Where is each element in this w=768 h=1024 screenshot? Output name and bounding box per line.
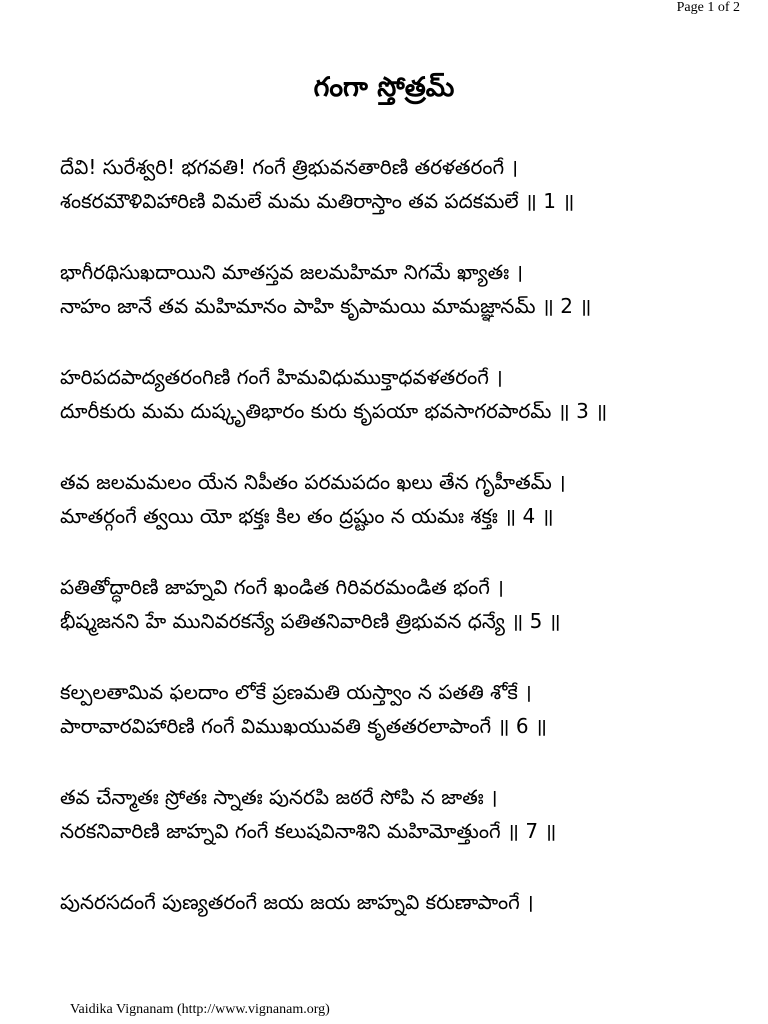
verse-4: [60, 465, 750, 533]
verse-line: పునరసదంగే పుణ్యతరంగే జయ జయ జాహ్నవి కరుణాపాంగే ।: [60, 890, 534, 914]
verse-line: కల్పలతామివ ఫలదాం లోకే ప్రణమతి యస్త్వాం న పతతి శోకే ।: [60, 680, 532, 704]
verses-container: [60, 150, 750, 956]
page-title: గంగా స్తోత్రమ్: [313, 72, 455, 103]
verse-1: [60, 150, 750, 218]
footer-credit: Vaidika Vignanam (http://www.vignanam.org): [70, 1002, 330, 1017]
verse-line: నాహం జానే తవ మహిమానం పాహి కృపామయి మామజ్ఞానమ్ ॥ 2 ॥: [60, 294, 592, 318]
verse-2: [60, 255, 750, 323]
verse-line: హరిపదపాద్యతరంగిణి గంగే హిమవిధుముక్తాధవళతరంగే ।: [60, 365, 503, 389]
verse-line: భీష్మజనని హే మునివరకన్యే పతితనివారిణి త్రిభువన ధన్యే ॥ 5 ॥: [60, 609, 561, 633]
verse-line: దేవి! సురేశ్వరి! భగవతి! గంగే త్రిభువనతారిణి తరళతరంగే ।: [60, 155, 519, 179]
verse-line: పారావారవిహారిణి గంగే విముఖయువతి కృతతరలాపాంగే ॥ 6 ॥: [60, 714, 547, 738]
verse-7: [60, 780, 750, 848]
verse-line: దూరీకురు మమ దుష్కృతిభారం కురు కృపయా భవసాగరపారమ్ ॥ 3 ॥: [60, 399, 608, 423]
verse-5: [60, 570, 750, 638]
verse-6: [60, 675, 750, 743]
verse-line: నరకనివారిణి జాహ్నవి గంగే కలుషవినాశిని మహిమోత్తుంగే ॥ 7 ॥: [60, 819, 557, 843]
verse-line: పతితోద్ధారిణి జాహ్నవి గంగే ఖండిత గిరివరమండిత భంగే ।: [60, 575, 504, 599]
verse-line: భాగీరథిసుఖదాయిని మాతస్తవ జలమహిమా నిగమే ఖ్యాతః ।: [60, 260, 524, 284]
page-number: Page 1 of 2: [676, 0, 740, 15]
verse-line: శంకరమౌళివిహారిణి విమలే మమ మతిరాస్తాం తవ పదకమలే ॥ 1 ॥: [60, 189, 575, 213]
verse-line: మాతర్గంగే త్వయి యో భక్తః కిల తం ద్రష్టుం న యమః శక్తః ॥ 4 ॥: [60, 504, 554, 528]
verse-line: తవ జలమమలం యేన నిపీతం పరమపదం ఖలు తేన గృహీతమ్ ।: [60, 470, 566, 494]
verse-3: [60, 360, 750, 428]
verse-line: తవ చేన్మాతః స్రోతః స్నాతః పునరపి జఠరే సోపి న జాతః ।: [60, 785, 498, 809]
verse-8: [60, 885, 750, 919]
